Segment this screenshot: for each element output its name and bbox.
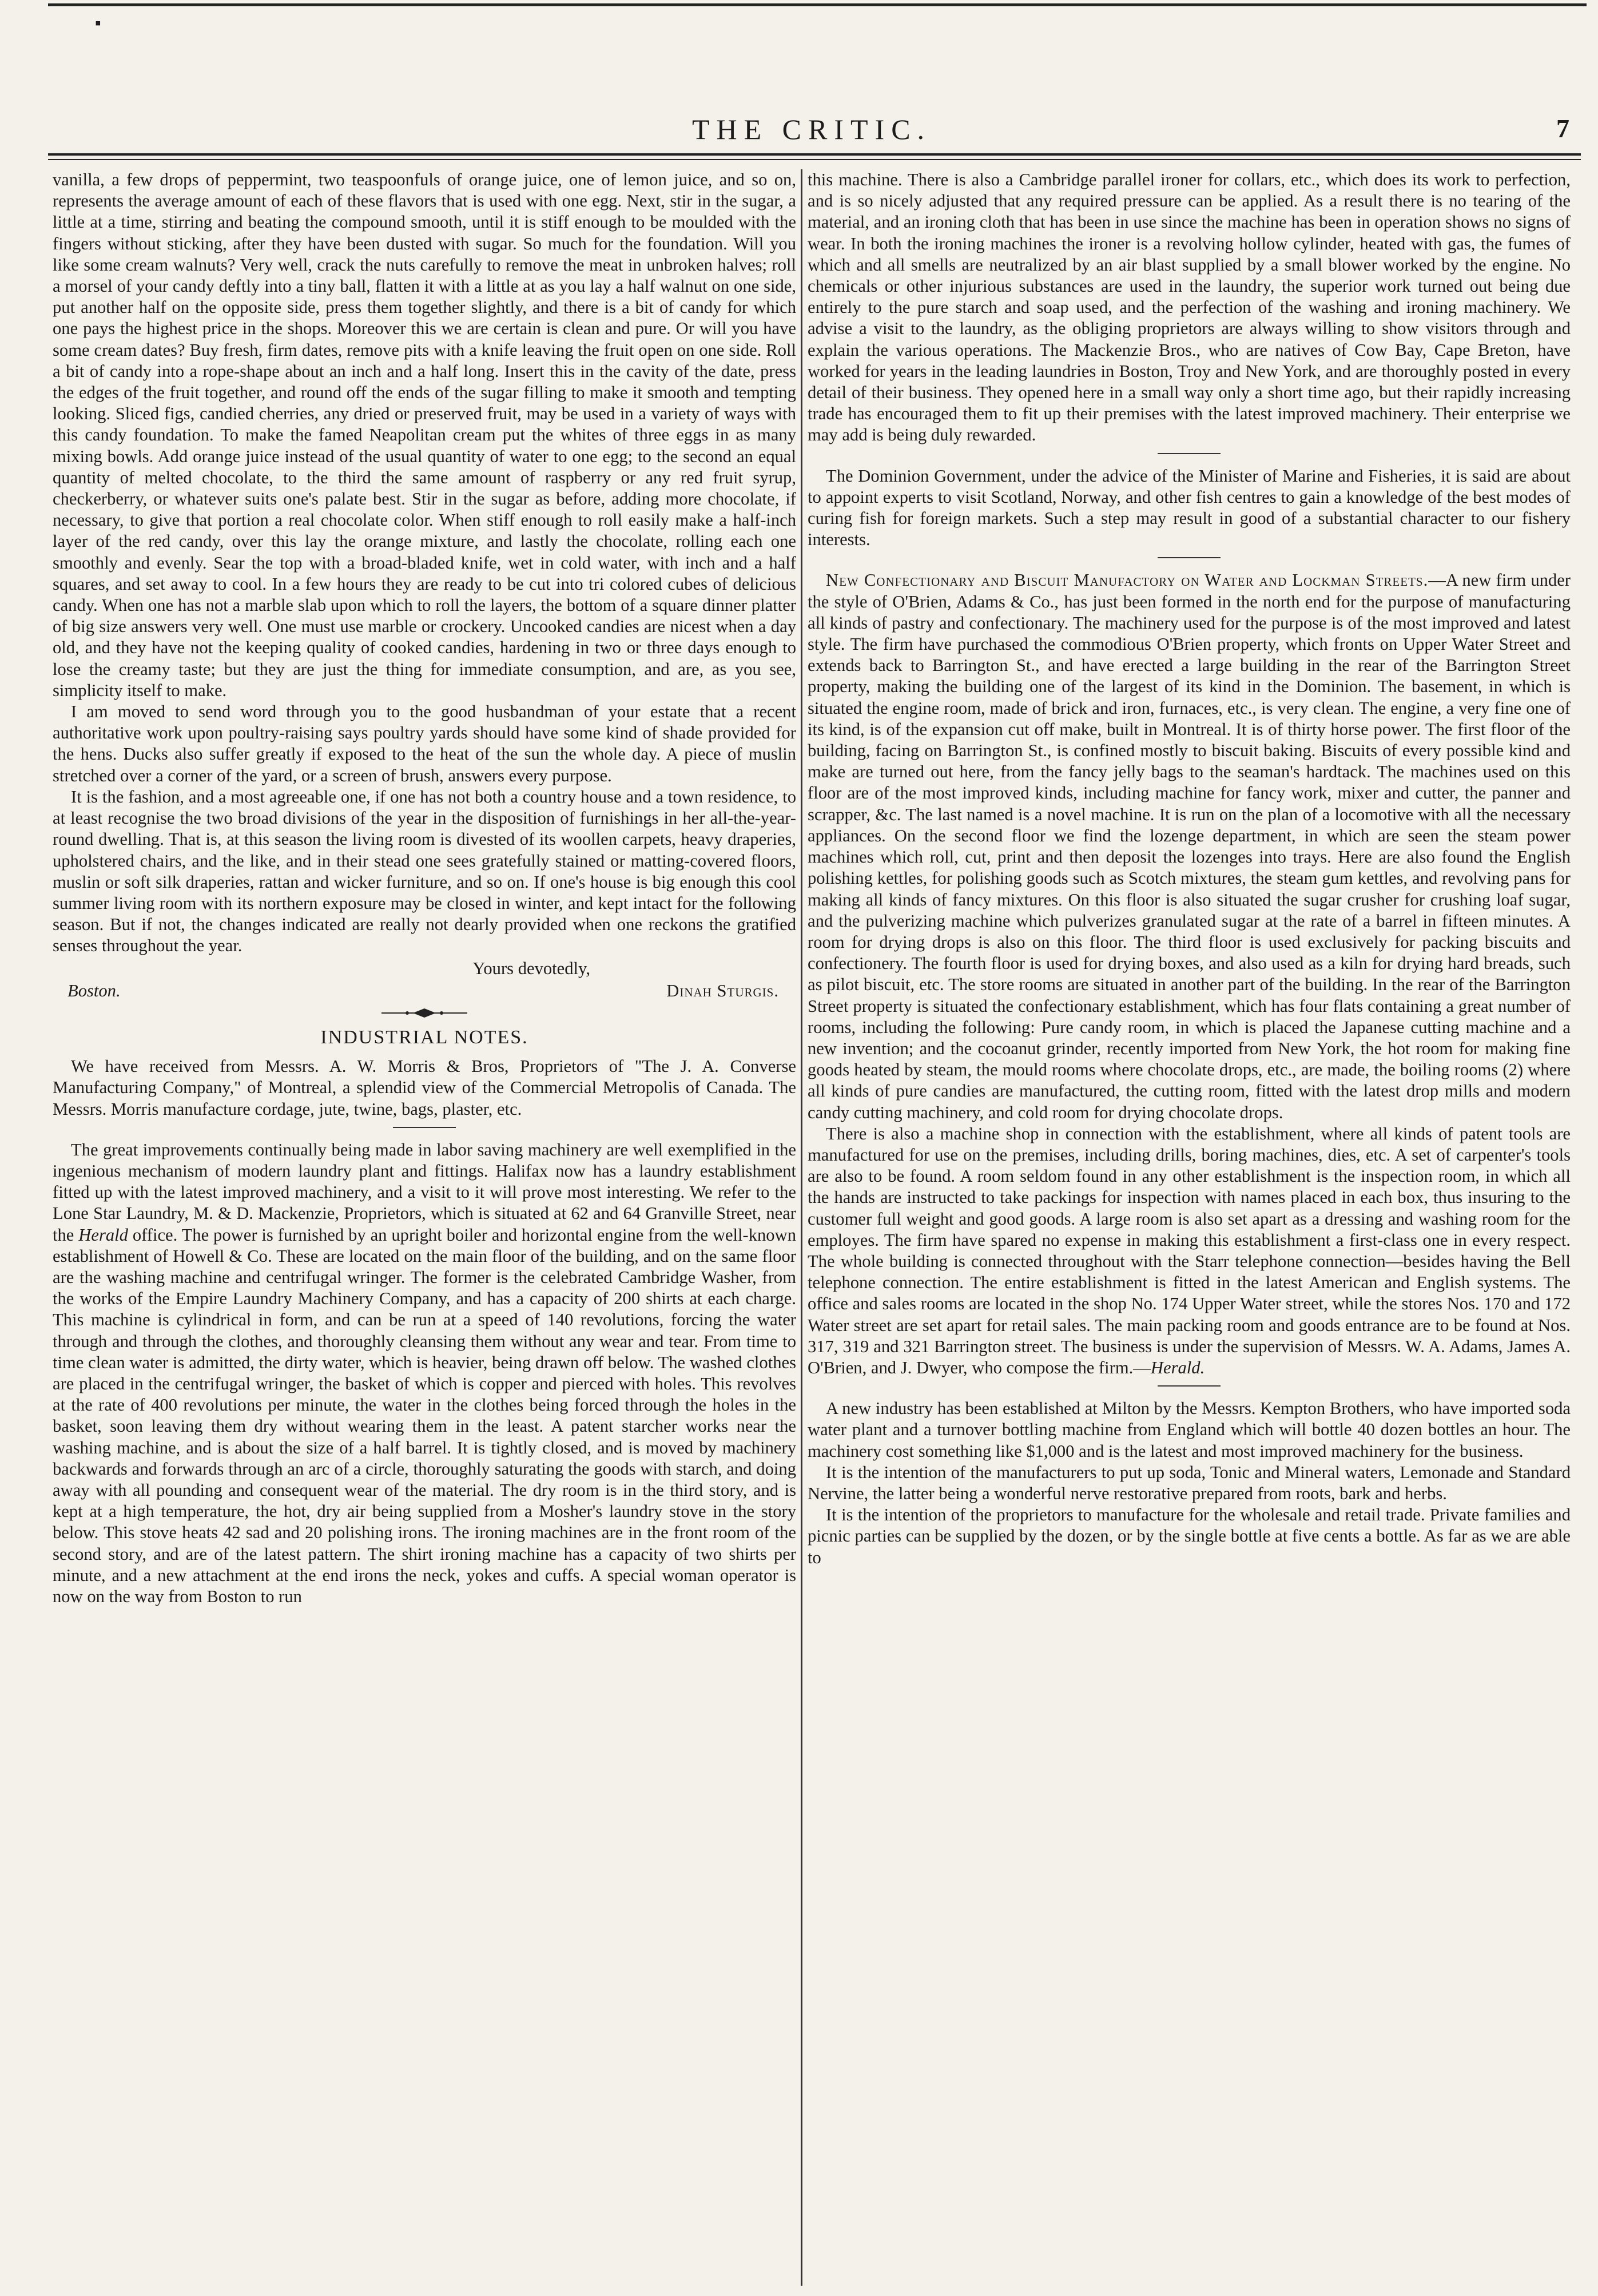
page-title: THE CRITIC. — [691, 113, 932, 145]
newspaper-name: Herald — [78, 1225, 128, 1245]
letter-signature: Dinah Sturgis. — [666, 980, 779, 1000]
right-column — [808, 169, 1571, 2286]
section-heading: INDUSTRIAL NOTES. — [320, 1026, 528, 1048]
article-text: office. The power is furnished by an upright boiler and horizontal engine from the well-known establishment of Howell & Co. These are located on the main floor of the building, and on the same floor are the washing machine and centrifugal wringer. The former is the celebrated Cambridge Washer, from the works of the Empire Laundry Machinery Company, and has a capacity of 200 shirts at each charge. This machine is cylindrical in form, and can be run at a speed of 140 revolutions, forcing the water through and through the clothes, and thoroughly cleansing them without any wear and tear. From time to time clean water is admitted, the dirty water, which is heavier, being drawn off below. The washed clothes are placed in the centrifugal wringer, the basket of which is copper and pierced with holes. This revolves at the rate of 400 revolutions per minute, the water in the clothes being forced through the holes in the basket, soon leaving them dry without wearing them in the least. A patent starcher works near the washing machine, and is about the size of a half barrel. It is tightly closed, and is moved by machinery backwards and forwards through an arc of a circle, thoroughly saturating the goods with starch, and doing away with all pounding and consequent wear of the material. The dry room is in the third story, and is kept at a high temperature, the hot, dry air being supplied from a Mosher's laundry stove in the story below. This stove heats 42 sad and 20 polishing irons. The ironing machines are in the front room of the second story, and are of the latest pattern. The shirt ironing machine has a capacity of two shirts per minute, and a new attachment at the end irons the neck, yokes and cuffs. A special woman operator is now on the way from Boston to run — [53, 1225, 796, 1606]
short-rule — [1158, 453, 1221, 454]
article-paragraph: We have received from Messrs. A. W. Morris & Bros, Proprietors of "The J. A. Converse Manufacturing Company," of Montreal, a splendid view of the Commercial Metropolis of Canada. The Messrs. Morris manufacture cordage, jute, twine, bags, plaster, etc. — [53, 1056, 796, 1119]
article-paragraph: It is the intention of the proprietors to manufacture for the wholesale and retail trade. Private families and picnic parties can be supplied by the dozen, or by the single bottle at five cents a bottle. As far as we are able to — [808, 1505, 1571, 1567]
ornament-icon — [381, 1007, 467, 1019]
article-paragraph: A new industry has been established at Milton by the Messrs. Kempton Brothers, who have imported soda water plant and a turnover bottling machine from England which will bottle 40 dozen bottles an hour. The machinery cost something like $1,000 and is the latest and most improved machinery for the business. — [808, 1399, 1571, 1461]
bullet-mark: ▪ — [95, 14, 101, 33]
top-edge-rule — [48, 3, 1587, 6]
article-paragraph: vanilla, a few drops of peppermint, two teaspoonfuls of orange juice, one of lemon juice, and so on, represents the average amount of each of these flavors that is used with one egg. Next, stir in the sugar, a little at a time, stirring and beating the compound smooth, until it is stiff enough to be moulded with the fingers without sticking, after they have been dusted with sugar. So much for the foundation. Will you like some cream walnuts? Very well, crack the nuts carefully to remove the meat in unbroken halves; roll a morsel of your candy deftly into a tiny ball, flatten it with a little at as you lay a half walnut on one side, put another half on the opposite side, press them together slightly, and there is a bit of candy for which one pays the highest price in the shops. Moreover this we are certain is clean and pure. Or will you have some cream dates? Buy fresh, firm dates, remove pits with a knife leaving the fruit open on one side. Roll a bit of candy into a rope-shape about an inch and a half long. Insert this in the cavity of the date, press the edges of the fruit together, and round off the ends of the sugar filling to make it smooth and tempting looking. Sliced figs, candied cherries, any dried or preserved fruit, may be used in a variety of ways with this candy foundation. To make the famed Neapolitan cream put the whites of three eggs in as many mixing bowls. Add orange juice instead of the usual quantity of water to one egg; to the second an equal quantity of melted chocolate, to the third the same amount of raspberry or any red fruit syrup, checkerberry, or whatever suits one's palate best. Stir in the sugar as before, adding more chocolate, if necessary, to give that portion a real chocolate color. When stiff enough to roll easily make a half-inch layer of the red candy, over this lay the orange mixture, and lastly the chocolate, rolling each one smoothly and evenly. Sear the top with a broad-bladed knife, wet in cold water, with inch and a half squares, and set away to cool. In a few hours they are ready to be cut into tri colored cubes of delicious candy. When one has not a marble slab upon which to roll the layers, the bottom of a square dinner platter of big size answers very well. One must use marble or crockery. Uncooked candies are nicest when a day old, and they have not the keeping quality of cooked candies, hardening in two or three days enough to lose the creamy taste; but they are just the thing for immediate consumption, and are, as you see, simplicity itself to make. — [53, 170, 796, 700]
article-paragraph: The Dominion Government, under the advice of the Minister of Marine and Fisheries, it is said are about to appoint experts to visit Scotland, Norway, and other fish centres to gain a knowledge of the best modes of curing fish for foreign markets. Such a step may result in good of a substantial character to our fishery interests. — [808, 466, 1571, 550]
article-paragraph: It is the intention of the manufacturers to put up soda, Tonic and Mineral waters, Lemonade and Standard Nervine, the latter being a wonderful nerve restorative prepared from roots, bark and herbs. — [808, 1462, 1571, 1503]
short-rule — [393, 1127, 456, 1128]
page-number: 7 — [1556, 114, 1569, 143]
masthead — [48, 106, 1575, 152]
article-text: The great improvements continually being made in labor saving machinery are well exemplified in the ingenious mechanism of modern laundry plant and fittings. Halifax now has a laundry establishment fitted up with the latest improved machinery, and a visit to it will prove most interesting. We refer to the Lone Star Laundry, M. & D. Mackenzie, Proprietors, which is situated at 62 and 64 Granville Street, near the — [53, 1139, 796, 1245]
article-headline: New Confectionary and Biscuit Manufactory on Water and Lockman Streets. — [826, 570, 1429, 590]
header-rule — [48, 153, 1581, 156]
ornamental-divider — [53, 1005, 796, 1021]
article-paragraph: I am moved to send word through you to the good husbandman of your estate that a recent authoritative work upon poultry-raising says poultry yards should have some kind of shade provided for the hens. Ducks also suffer greatly if exposed to the heat of the sun the whole day. A piece of muslin stretched over a corner of the yard, or a screen of brush, answers every purpose. — [53, 702, 796, 785]
left-column — [53, 169, 796, 2286]
column-divider — [801, 169, 802, 2286]
newspaper-name: Herald. — [1150, 1357, 1205, 1377]
article-paragraph — [808, 570, 1571, 1123]
letter-closing: Yours devotedly, — [472, 958, 590, 978]
short-rule — [1158, 1385, 1221, 1387]
article-paragraph — [53, 1139, 796, 1607]
letter-signature-row — [53, 980, 796, 1002]
article-paragraph — [808, 1123, 1571, 1379]
letter-place: Boston. — [67, 980, 121, 1000]
article-paragraph: It is the fashion, and a most agreeable one, if one has not both a country house and a town residence, to at least recognise the two broad divisions of the year in the disposition of furnishings in her all-the-year-round dwelling. That is, at this season the living room is divested of its woollen carpets, heavy draperies, upholstered chairs, and the like, and in their stead one sees gratefully stained or matting-covered floors, muslin or soft silk draperies, rattan and wicker furniture, and so on. If one's house is big enough this cool summer living room with its northern exposure may be closed in winter, and kept intact for the following season. But if not, the changes indicated are really not dearly provided when one reckons the gratified senses throughout the year. — [53, 786, 796, 956]
article-paragraph: this machine. There is also a Cambridge parallel ironer for collars, etc., which does its work to perfection, and is so nicely adjusted that any required pressure can be applied. As a result there is no tearing of the material, and an ironing cloth that has been in use since the machine has been in operation shows no signs of wear. In both the ironing machines the ironer is a revolving hollow cylinder, heated with gas, the fumes of which and all smells are neutralized by an air blast supplied by a small blower worked by the engine. No chemicals or other injurious substances are used in the laundry, the superior work turned out being due entirely to the pure starch and soap used, and the perfection of the washing and ironing machinery. We advise a visit to the laundry, as the obliging proprietors are always willing to show visitors through and explain the various operations. The Mackenzie Bros., who are natives of Cow Bay, Cape Breton, have worked for years in the leading laundries in Boston, Troy and New York, and are thoroughly posted in every detail of their business. They opened here in a small way only a short time ago, but their rapidly increasing trade has encouraged them to fit up their premises with the latest improved machinery. Their enterprise we may add is being duly rewarded. — [808, 170, 1571, 445]
article-text: There is also a machine shop in connection with the establishment, where all kinds of patent tools are manufactured for use on the premises, including drills, boring machines, dies, etc. A set of carpenter's tools are also to be found. A room seldom found in any other establishment is the inspection room, in which all the hands are instructed to take packings for inspection with names placed in each box, thus insuring to the customer full weight and good goods. A large room is also set apart as a dressing and washing room for the employes. The firm have spared no expense in making this establishment a first-class one in every respect. The whole building is connected throughout with the Starr telephone connection—besides having the Bell telephone connection. The entire establishment is fitted in the latest American and English systems. The office and sales rooms are located in the shop No. 174 Upper Water street, while the stores Nos. 170 and 172 Water street are set apart for retail sales. The main packing room and goods entrance are to be found at Nos. 317, 319 and 321 Barrington street. The business is under the supervision of Messrs. W. A. Adams, James A. O'Brien, and J. Dwyer, who compose the firm.— — [808, 1123, 1571, 1377]
short-rule — [1158, 557, 1221, 558]
article-text: —A new firm under the style of O'Brien, Adams & Co., has just been formed in the north end for the purpose of manufacturing all kinds of pastry and confectionary. The machinery used for the purpose is of the most improved and latest style. The firm have purchased the commodious O'Brien property, which fronts on Upper Water Street and extends back to Barrington St., and have erected a large building in the rear of the Barrington Street property, making the building one of the largest of its kind in the Dominion. The basement, in which is situated the engine room, made of brick and iron, furnaces, etc., is very clean. The engine, a very fine one of its kind, is of the expansion cut off make, built in Montreal. It is of thirty horse power. The first floor of the building, facing on Barrington St., is confined mostly to biscuit baking. Biscuits of every possible kind and make are turned out here, from the fancy jelly bags to the seaman's hardtack. The machines used on this floor are of the most improved kinds, including machine for fancy work, mixer and cutter, the panner and scrapper, &c. The last named is a novel machine. It is run on the plan of a locomotive with all the necessary appliances. On the second floor we find the lozenge department, in which are seen the steam power machines which roll, cut, print and then deposit the lozenges into trays. Here are also found the English polishing kettles, for polishing goods such as Scotch mixtures, the steam gum kettles, and revolving pans for making all kinds of fancy mixtures. On this floor is also situated the sugar crusher for crushing loaf sugar, and the pulverizing machine which pulverizes granulated sugar at the rate of a barrel in fifteen minutes. A room for drying drops is also on this floor. The third floor is used exclusively for packing biscuits and confectionery. The fourth floor is used for drying boxes, and also used as a kiln for drying hard breads, such as pilot biscuit, etc. The store rooms are situated in another part of the building. In the rear of the Barrington Street property is situated the confectionary establishment, which has four flats containing a great number of rooms, including the following: Pure candy room, in which is placed the Japanese cutting machine and a new invention; and the cocoanut grinder, recently imported from New York, the hot room for making fine goods heated by steam, the mould rooms where chocolate drops, etc., are made, the boiling rooms (2) where all kinds of pure candies are manufactured, the cutting room, fitted with the latest drop mills and modern candy cutting machinery, and cold room for drying chocolate drops. — [808, 570, 1571, 1122]
header-rule-thin — [48, 159, 1581, 160]
